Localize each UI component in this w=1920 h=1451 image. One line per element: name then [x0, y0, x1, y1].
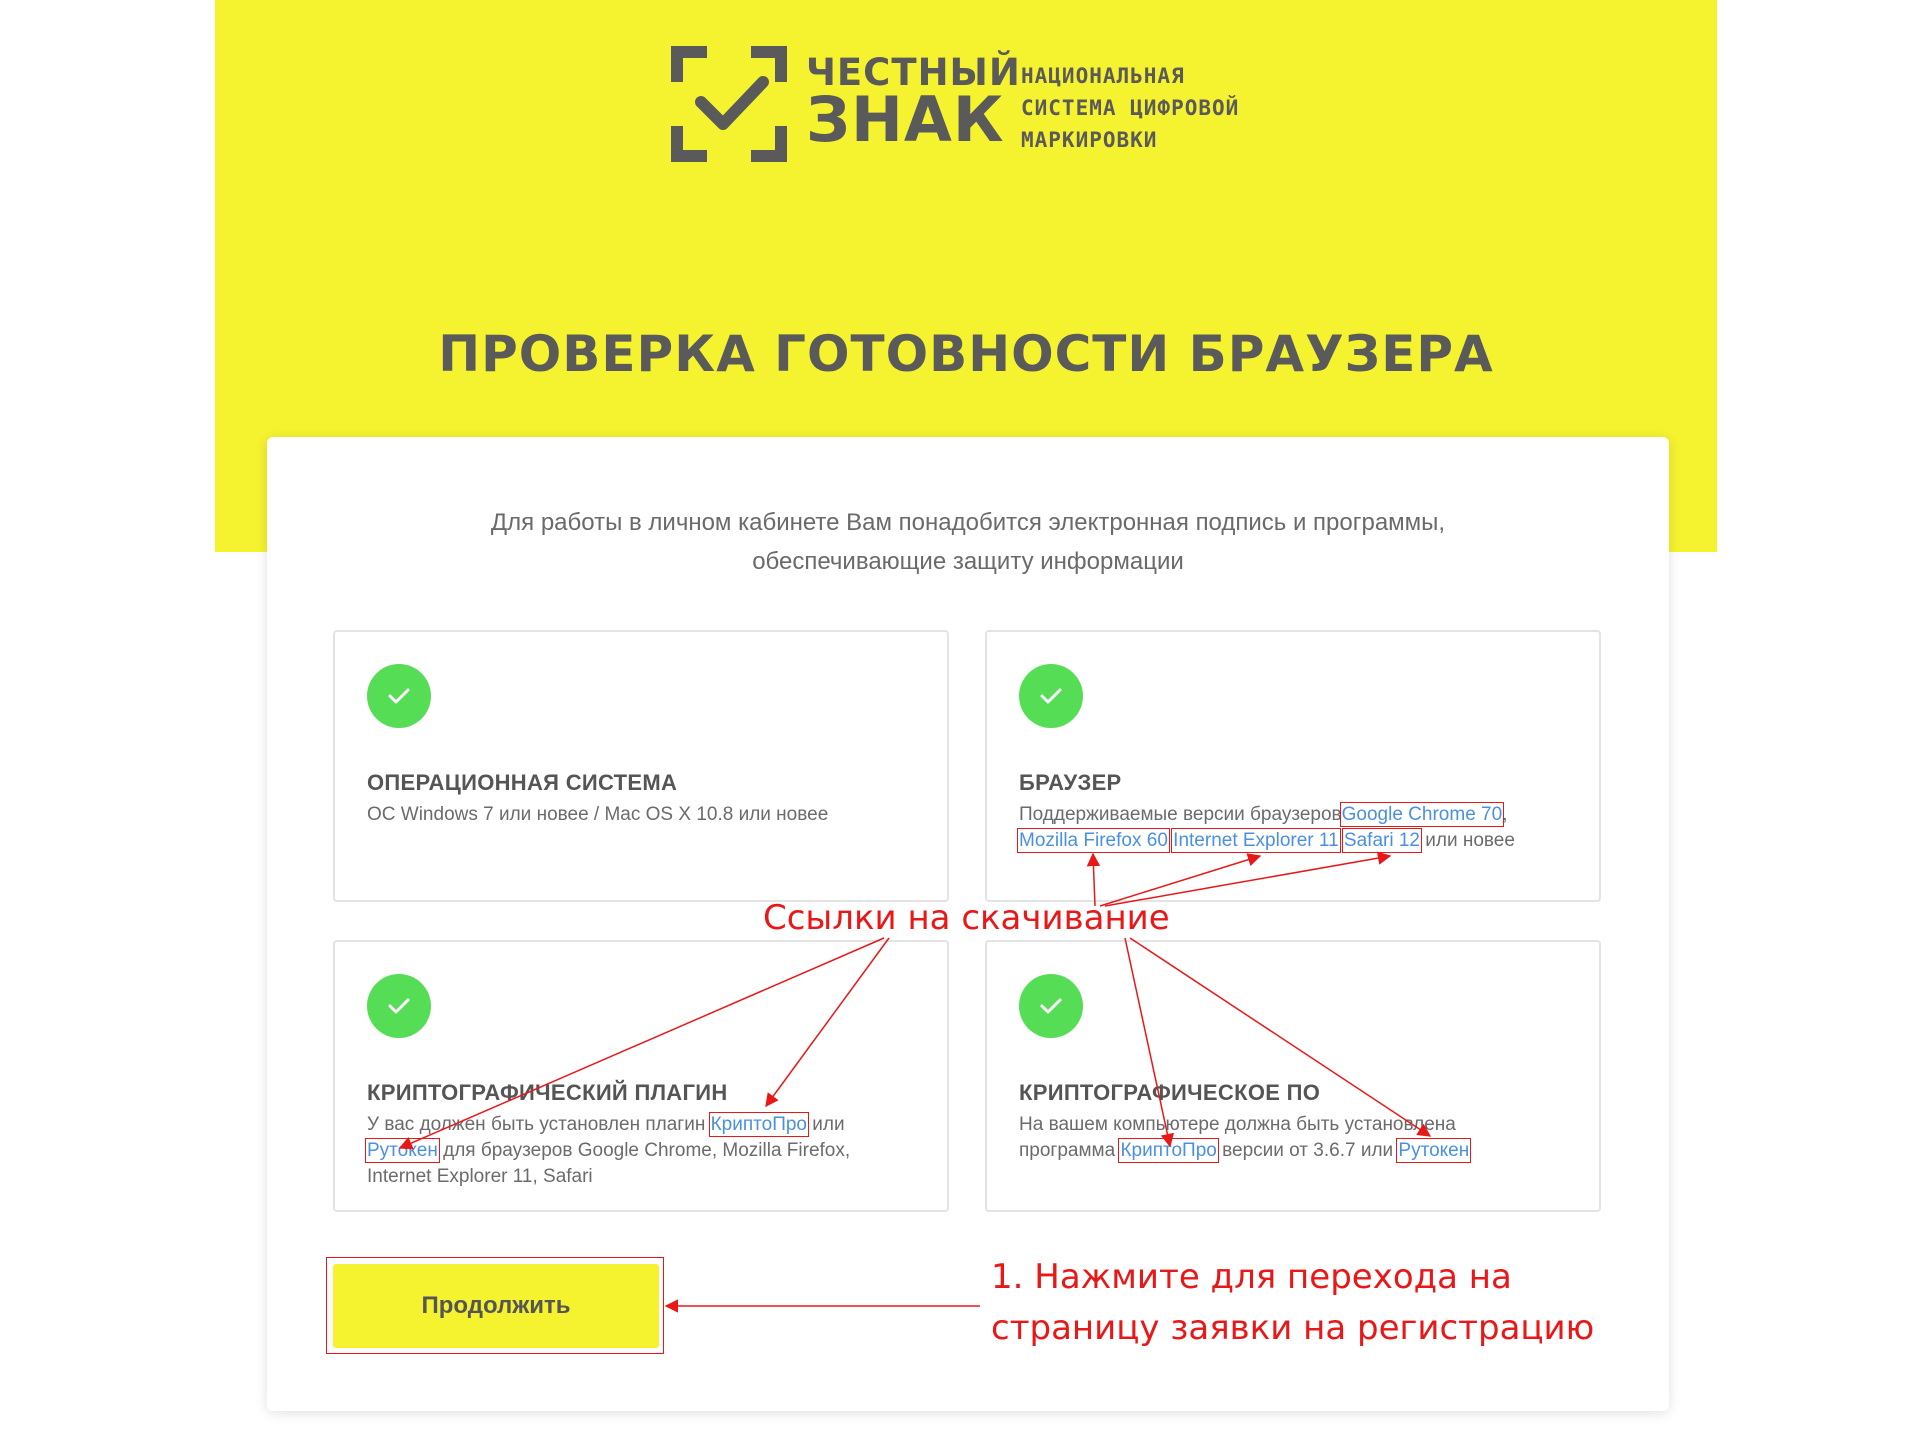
check-icon: [1019, 974, 1083, 1038]
check-icon: [1019, 664, 1083, 728]
brand-logo: [671, 46, 1271, 166]
tagline-line: СИСТЕМА ЦИФРОВОЙ: [1021, 96, 1240, 120]
desc-text: На вашем компьютере должна быть установлена: [1019, 1114, 1456, 1135]
intro-text: [267, 503, 1669, 581]
tagline-line: МАРКИРОВКИ: [1021, 128, 1158, 152]
brand-line2: ЗНАК: [806, 83, 1005, 156]
check-icon: [367, 664, 431, 728]
brand-tagline: [1021, 60, 1239, 156]
annotation-line: 1. Нажмите для перехода на: [991, 1257, 1512, 1297]
link-safari[interactable]: Safari 12: [1343, 830, 1420, 851]
annotation-download-links: Ссылки на скачивание: [763, 898, 1170, 938]
tile-description: [367, 1112, 927, 1190]
tile-title: БРАУЗЕР: [1019, 770, 1122, 795]
tile-crypto-software: [985, 940, 1601, 1212]
link-cryptopro[interactable]: КриптоПро: [710, 1114, 807, 1135]
desc-text: или: [812, 1114, 845, 1135]
desc-text: версии от 3.6.7 или: [1222, 1140, 1394, 1161]
link-rutoken[interactable]: Рутокен: [1398, 1140, 1470, 1161]
check-icon: [367, 974, 431, 1038]
annotation-line: страницу заявки на регистрацию: [991, 1308, 1595, 1348]
link-mozilla-firefox[interactable]: Mozilla Firefox 60: [1019, 830, 1168, 851]
brand-line1: ЧЕСТНЫЙ: [806, 51, 1021, 94]
tile-description: [1019, 1112, 1579, 1164]
link-cryptopro[interactable]: КриптоПро: [1120, 1140, 1217, 1161]
tagline-line: НАЦИОНАЛЬНАЯ: [1021, 64, 1185, 88]
brand-wordmark: [806, 51, 1021, 156]
desc-text: для браузеров Google Chrome, Mozilla Firefox,: [443, 1140, 851, 1161]
desc-comma: ,: [1502, 804, 1508, 825]
desc-text: У вас должен быть установлен плагин: [367, 1114, 706, 1135]
tile-description: ОС Windows 7 или новее / Mac OS X 10.8 или новее: [367, 804, 829, 825]
link-rutoken[interactable]: Рутокен: [367, 1140, 438, 1161]
desc-text: Internet Explorer 11, Safari: [367, 1166, 593, 1187]
tile-title: ОПЕРАЦИОННАЯ СИСТЕМА: [367, 770, 678, 795]
tile-browser: [985, 630, 1601, 902]
continue-button[interactable]: Продолжить: [333, 1264, 659, 1348]
tile-title: КРИПТОГРАФИЧЕСКОЕ ПО: [1019, 1080, 1321, 1105]
checkmark-logo-icon: [671, 46, 787, 162]
tile-description: [1019, 802, 1579, 854]
page-title: ПРОВЕРКА ГОТОВНОСТИ БРАУЗЕРА: [438, 325, 1494, 383]
desc-text: Поддерживаемые версии браузеров: [1019, 804, 1342, 825]
tile-crypto-plugin: [333, 940, 949, 1212]
intro-line: Для работы в личном кабинете Вам понадобится электронная подпись и программы,: [490, 509, 1446, 536]
desc-text: программа: [1019, 1140, 1116, 1161]
tile-operating-system: [333, 630, 949, 902]
link-internet-explorer[interactable]: Internet Explorer 11: [1173, 830, 1339, 851]
desc-text: или новее: [1425, 830, 1515, 851]
annotation-step-1: [991, 1252, 1594, 1354]
link-google-chrome[interactable]: Google Chrome 70: [1341, 804, 1503, 825]
intro-line: обеспечивающие защиту информации: [752, 548, 1184, 575]
tile-title: КРИПТОГРАФИЧЕСКИЙ ПЛАГИН: [367, 1080, 728, 1105]
